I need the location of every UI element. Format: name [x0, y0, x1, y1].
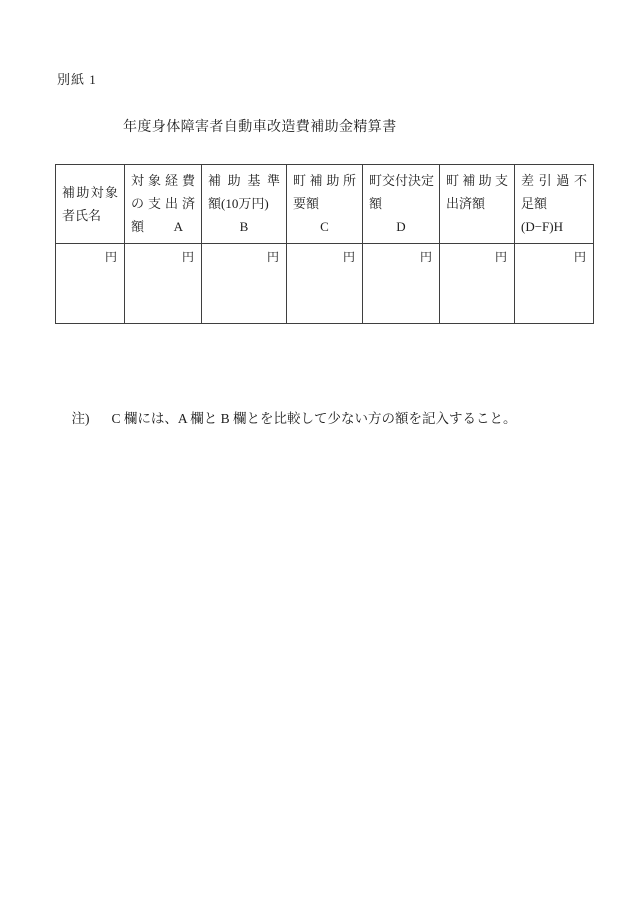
yen-unit-label: 円: [342, 250, 355, 264]
yen-unit-label: 円: [494, 250, 507, 264]
header-line: 補助基準: [208, 173, 280, 188]
settlement-table: [55, 164, 594, 324]
cell-subsidy-base-b: [202, 244, 287, 324]
header-line-part: 額: [131, 219, 145, 234]
footnote-label: 注): [71, 411, 90, 426]
col-header-subsidy-base-b: [202, 165, 287, 244]
col-header-town-subsidy-required-c: [287, 165, 363, 244]
col-header-beneficiary-name: [56, 165, 125, 244]
header-line: [131, 215, 195, 238]
col-header-town-subsidy-paid: [440, 165, 515, 244]
yen-unit-label: 円: [104, 250, 117, 264]
page-title: 年度身体障害者自動車改造費補助金精算書: [123, 120, 397, 135]
cell-beneficiary-name: [56, 244, 125, 324]
header-line: 町交付決定: [369, 173, 435, 188]
table-header-row: [56, 165, 594, 244]
header-line: 者氏名: [62, 208, 102, 223]
column-letter-d: D: [396, 219, 406, 234]
header-line: 額: [369, 196, 383, 211]
header-line: の支出済: [131, 196, 195, 211]
attachment-label: 別紙 1: [57, 72, 97, 87]
header-line: 町補助所: [293, 173, 356, 188]
cell-town-grant-decision-d: [363, 244, 440, 324]
table-entry-row: [56, 244, 594, 324]
col-header-balance-over-short: [515, 165, 594, 244]
yen-unit-label: 円: [266, 250, 279, 264]
column-letter-a: A: [173, 219, 183, 234]
yen-unit-label: 円: [181, 250, 194, 264]
cell-town-subsidy-paid: [440, 244, 515, 324]
footnote-text: C 欄には、A 欄と B 欄とを比較して少ない方の額を記入すること。: [111, 411, 517, 426]
yen-unit-label: 円: [573, 250, 586, 264]
cell-town-subsidy-required-c: [287, 244, 363, 324]
header-line: (D−F)H: [521, 219, 563, 234]
header-line: 足額: [521, 196, 548, 211]
cell-balance-over-short: [515, 244, 594, 324]
column-letter-b: B: [239, 219, 249, 234]
col-header-town-grant-decision-d: [363, 165, 440, 244]
header-line: 差引過不: [521, 173, 587, 188]
header-line: 対象経費: [131, 173, 195, 188]
header-line: 補助対象: [62, 185, 118, 200]
yen-unit-label: 円: [419, 250, 432, 264]
cell-expense-paid-a: [125, 244, 202, 324]
col-header-expense-paid-a: [125, 165, 202, 244]
footnote: [58, 391, 517, 443]
header-line: 町補助支: [446, 173, 508, 188]
header-line: 額(10万円): [208, 196, 269, 211]
column-letter-c: C: [320, 219, 329, 234]
header-line: 要額: [293, 196, 320, 211]
header-line: 出済額: [446, 196, 486, 211]
